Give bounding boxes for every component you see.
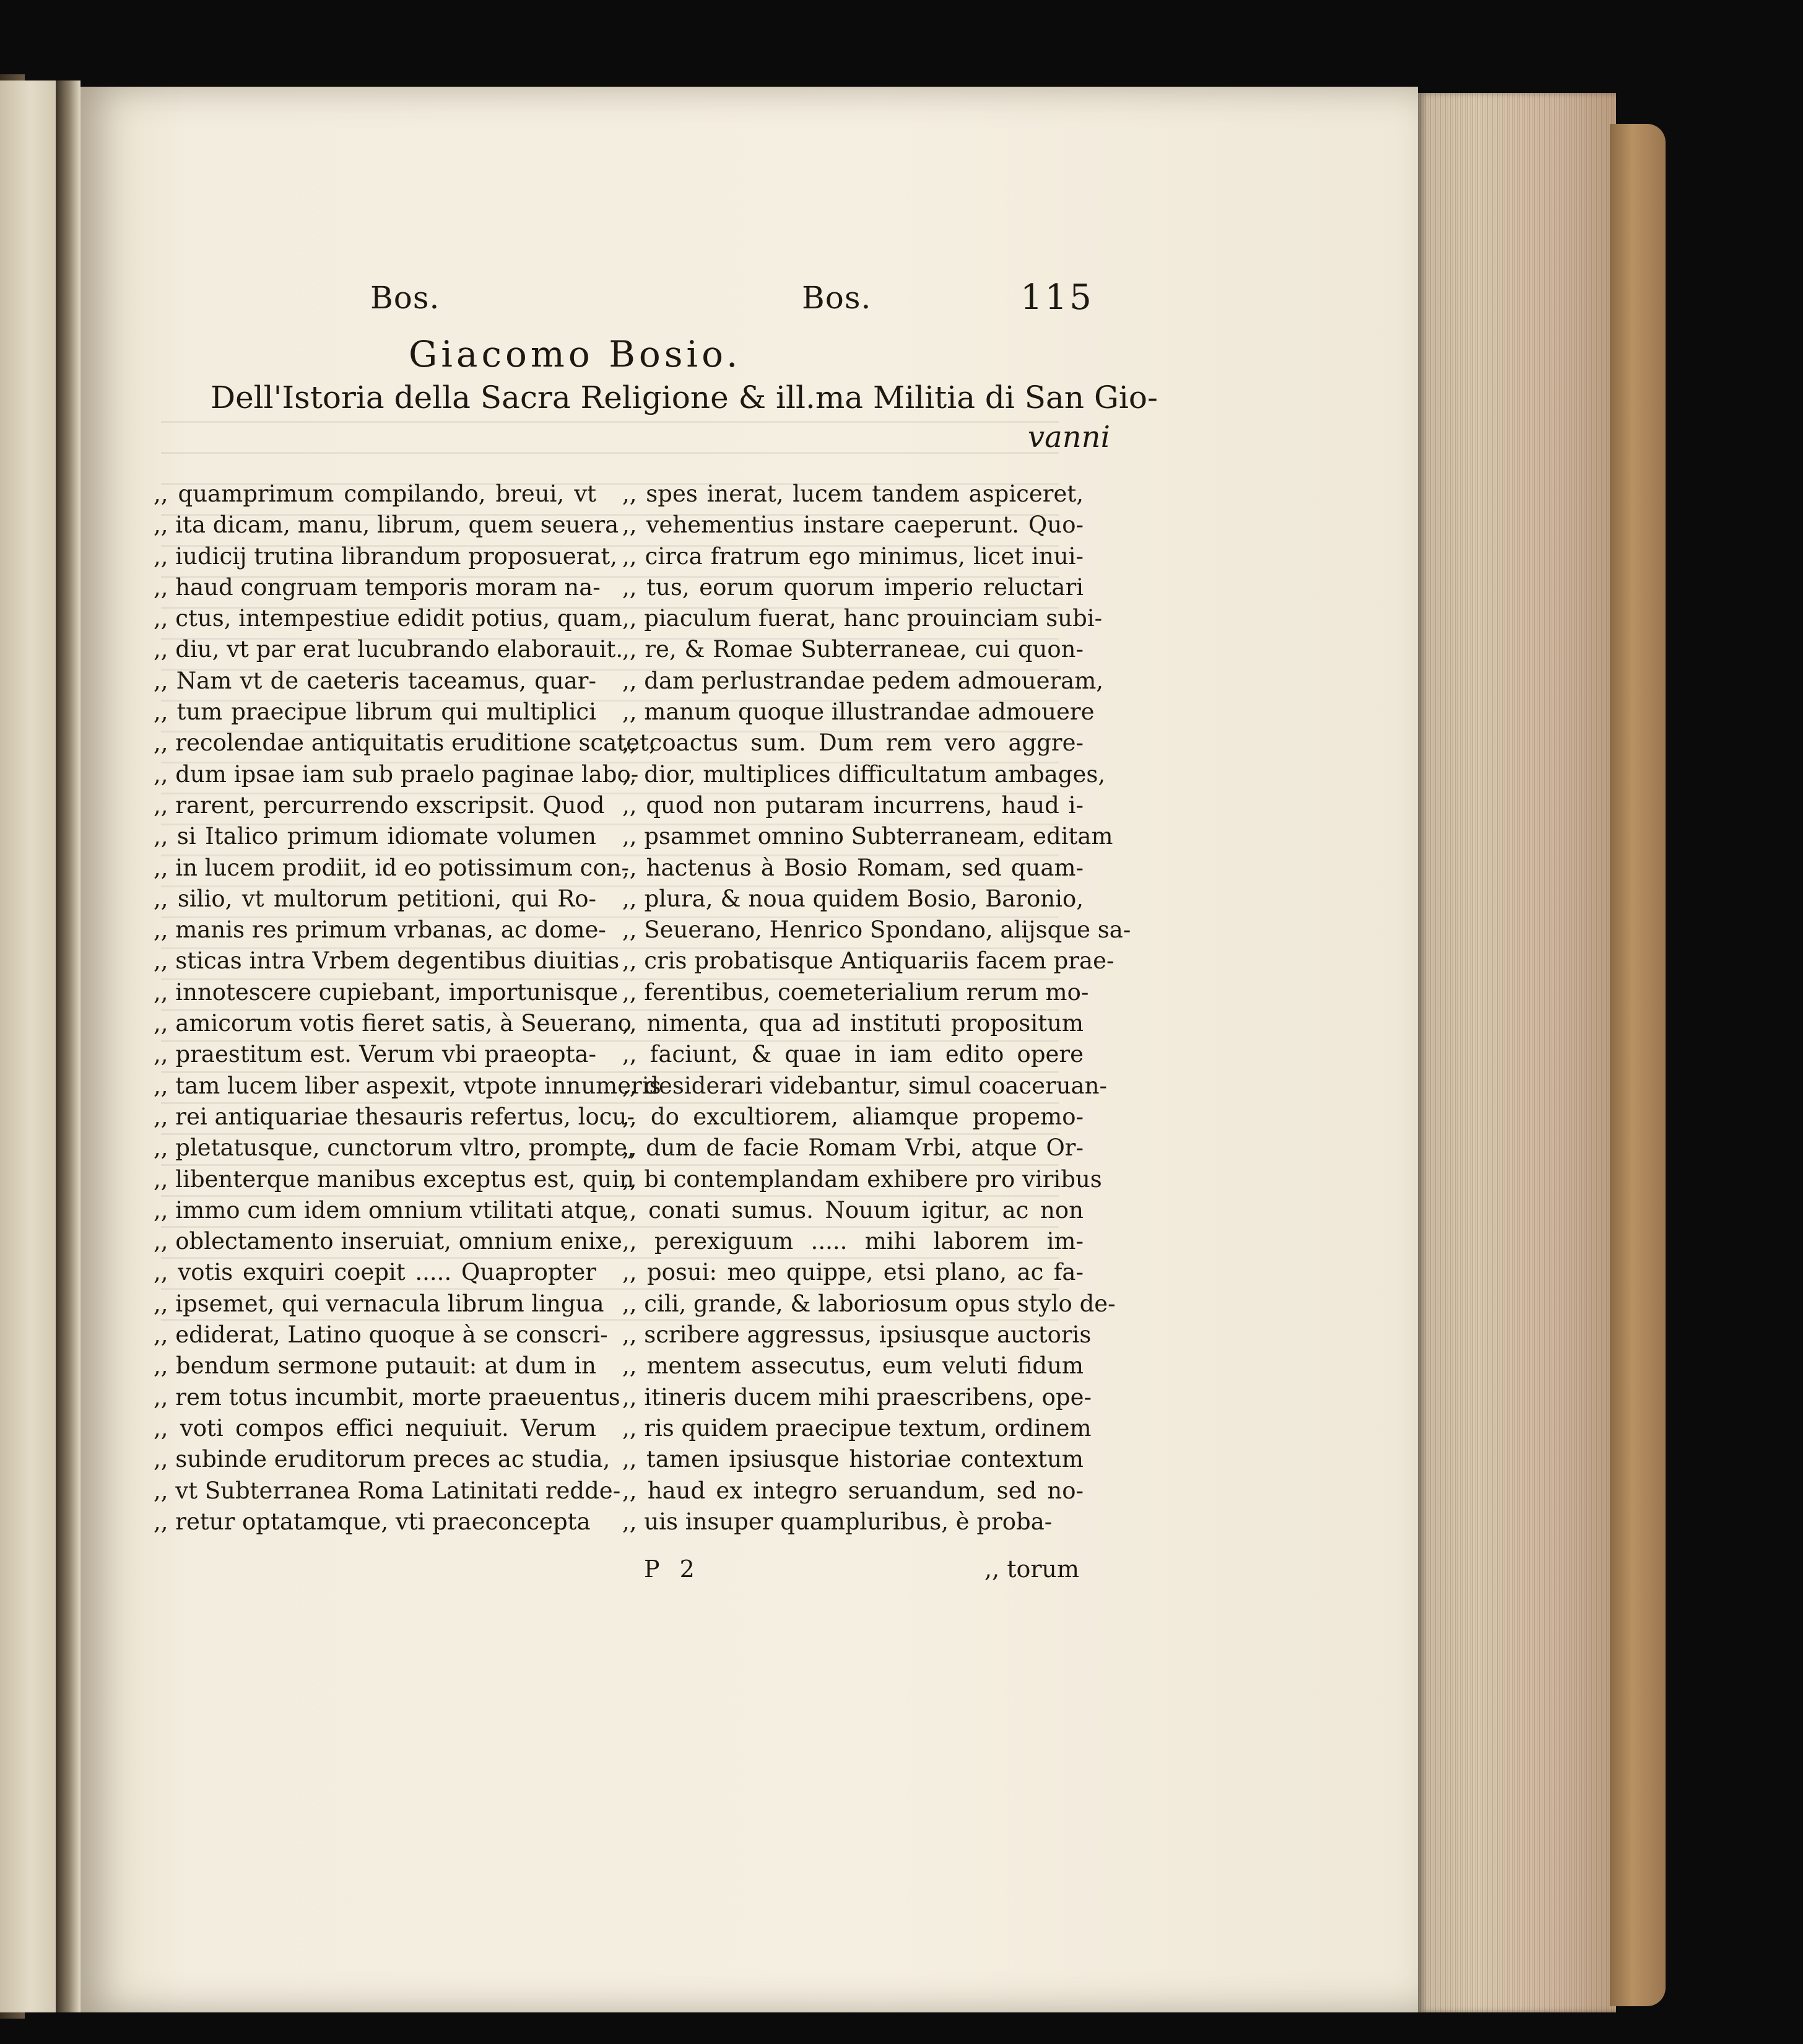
text-line: ,, dam perlustrandae pedem admoueram, bbox=[622, 667, 1104, 694]
text-line: ,, tus, eorum quorum imperio reluctari bbox=[622, 573, 1084, 601]
text-line: ,, faciunt, & quae in iam edito opere bbox=[622, 1041, 1084, 1068]
text-line: ,, iudicij trutina librandum proposuerat, bbox=[154, 542, 617, 570]
author-heading: Giacomo Bosio. bbox=[409, 333, 742, 375]
text-line: ,, bendum sermone putauit: at dum in bbox=[154, 1352, 596, 1380]
text-line: ,, libenterque manibus exceptus est, quin bbox=[154, 1165, 635, 1193]
text-line: ,, rem totus incumbit, morte praeuentus bbox=[154, 1383, 620, 1411]
signature-mark: P 2 bbox=[644, 1555, 701, 1583]
book-block-edges bbox=[1418, 93, 1616, 2012]
text-line: ,, coactus sum. Dum rem vero aggre- bbox=[622, 729, 1084, 757]
text-line: ,, immo cum idem omnium vtilitati atque bbox=[154, 1196, 627, 1224]
text-line: ,, dum ipsae iam sub praelo paginae labo- bbox=[154, 760, 639, 788]
text-line: ,, nimenta, qua ad instituti propositum bbox=[622, 1010, 1084, 1037]
text-column-left bbox=[154, 479, 661, 1537]
title-continuation: vanni bbox=[1028, 420, 1110, 454]
text-line: ,, conati sumus. Nouum igitur, ac non bbox=[622, 1196, 1084, 1224]
text-line: ,, ita dicam, manu, librum, quem seuera bbox=[154, 511, 619, 539]
text-line: ,, vt Subterranea Roma Latinitati redde- bbox=[154, 1477, 621, 1504]
text-line: ,, manis res primum vrbanas, ac dome- bbox=[154, 916, 606, 944]
text-line: ,, rei antiquariae thesauris refertus, locu- bbox=[154, 1103, 635, 1130]
text-line: ,, do excultiorem, aliamque propemo- bbox=[622, 1103, 1084, 1130]
text-line: ,, sticas intra Vrbem degentibus diuitias bbox=[154, 947, 620, 975]
text-line: ,, dior, multiplices difficultatum ambages, bbox=[622, 760, 1106, 788]
text-line: ,, ediderat, Latino quoque à se conscri- bbox=[154, 1321, 608, 1349]
running-head-right: Bos. bbox=[802, 280, 872, 316]
text-line: ,, rarent, percurrendo exscripsit. Quod bbox=[154, 791, 605, 819]
text-line: ,, haud ex integro seruandum, sed no- bbox=[622, 1477, 1084, 1504]
text-line: ,, subinde eruditorum preces ac studia, bbox=[154, 1446, 610, 1473]
text-line: ,, scribere aggressus, ipsiusque auctoris bbox=[622, 1321, 1092, 1349]
text-line: ,, ctus, intempestiue edidit potius, quam bbox=[154, 605, 622, 632]
text-line: ,, cili, grande, & laboriosum opus stylo de- bbox=[622, 1290, 1116, 1317]
text-line: ,, re, & Romae Subterraneae, cui quon- bbox=[622, 636, 1084, 663]
text-line: ,, vehementius instare caeperunt. Quo- bbox=[622, 511, 1084, 539]
text-line: ,, quamprimum compilando, breui, vt bbox=[154, 481, 596, 507]
text-line: ,, si Italico primum idiomate volumen bbox=[154, 823, 596, 850]
text-line: ,, desiderari videbantur, simul coaceruan- bbox=[622, 1072, 1107, 1099]
text-line: ,, recolendae antiquitatis eruditione scatet, bbox=[154, 729, 656, 757]
text-line: ,, voti compos effici nequiuit. Verum bbox=[154, 1414, 596, 1442]
text-line: ,, retur optatamque, vti praeconcepta bbox=[154, 1508, 591, 1535]
page-number: 115 bbox=[1020, 277, 1094, 318]
text-line: ,, diu, vt par erat lucubrando elaborauit. bbox=[154, 636, 623, 663]
cover-edge bbox=[1610, 124, 1666, 2006]
text-line: ,, circa fratrum ego minimus, licet inui- bbox=[622, 542, 1084, 570]
text-line: ,, oblectamento inseruiat, omnium enixe bbox=[154, 1228, 622, 1255]
text-line: ,, uis insuper quampluribus, è proba- bbox=[622, 1508, 1053, 1535]
text-line: ,, quod non putaram incurrens, haud i- bbox=[622, 791, 1084, 819]
text-line: ,, tam lucem liber aspexit, vtpote innumeris bbox=[154, 1072, 661, 1099]
text-line: ,, amicorum votis fieret satis, à Seuerano bbox=[154, 1010, 632, 1037]
running-head-left: Bos. bbox=[370, 280, 440, 316]
text-line: ,, tamen ipsiusque historiae contextum bbox=[622, 1446, 1084, 1473]
text-column-right bbox=[622, 479, 1131, 1537]
text-line: ,, ferentibus, coemeterialium rerum mo- bbox=[622, 978, 1089, 1006]
text-line: ,, piaculum fuerat, hanc prouinciam subi- bbox=[622, 605, 1103, 632]
text-line: ,, ipsemet, qui vernacula librum lingua bbox=[154, 1290, 604, 1317]
text-line: ,, Seuerano, Henrico Spondano, alijsque sa- bbox=[622, 916, 1131, 944]
text-line: ,, psammet omnino Subterraneam, editam bbox=[622, 823, 1113, 850]
text-line: ,, haud congruam temporis moram na- bbox=[154, 573, 601, 601]
gutter bbox=[56, 80, 80, 2012]
text-line: ,, mentem assecutus, eum veluti fidum bbox=[622, 1352, 1084, 1380]
text-line: ,, itineris ducem mihi praescribens, ope- bbox=[622, 1383, 1092, 1411]
text-line: ,, Nam vt de caeteris taceamus, quar- bbox=[154, 667, 596, 694]
facing-page-edge bbox=[0, 80, 59, 2012]
text-line: ,, manum quoque illustrandae admouere bbox=[622, 698, 1095, 726]
text-line: ,, bi contemplandam exhibere pro viribus bbox=[622, 1165, 1102, 1193]
text-line: ,, hactenus à Bosio Romam, sed quam- bbox=[622, 854, 1084, 881]
text-line: ,, dum de facie Romam Vrbi, atque Or- bbox=[622, 1134, 1084, 1162]
text-line: ,, spes inerat, lucem tandem aspiceret, bbox=[622, 481, 1084, 507]
text-line: ,, praestitum est. Verum vbi praeopta- bbox=[154, 1041, 596, 1068]
text-line: ,, silio, vt multorum petitioni, qui Ro- bbox=[154, 885, 596, 912]
title-line: Dell'Istoria della Sacra Religione & ill.ma Militia di San Gio- bbox=[211, 380, 1158, 415]
text-line: ,, cris probatisque Antiquariis facem prae- bbox=[622, 947, 1114, 975]
text-line: ,, tum praecipue librum qui multiplici bbox=[154, 698, 596, 726]
text-line: ,, innotescere cupiebant, importunisque bbox=[154, 978, 619, 1006]
text-line: ,, posui: meo quippe, etsi plano, ac fa- bbox=[622, 1259, 1084, 1286]
text-line: ,, perexiguum ..... mihi laborem im- bbox=[622, 1228, 1084, 1255]
text-line: ,, in lucem prodiit, id eo potissimum con- bbox=[154, 854, 630, 881]
text-line: ,, plura, & noua quidem Bosio, Baronio, bbox=[622, 885, 1084, 912]
text-line: ,, pletatusque, cunctorum vltro, prompte, bbox=[154, 1134, 635, 1162]
text-line: ,, votis exquiri coepit ..... Quapropter bbox=[154, 1259, 596, 1286]
text-line: ,, ris quidem praecipue textum, ordinem bbox=[622, 1414, 1092, 1442]
catchword: ,, torum bbox=[984, 1555, 1080, 1583]
